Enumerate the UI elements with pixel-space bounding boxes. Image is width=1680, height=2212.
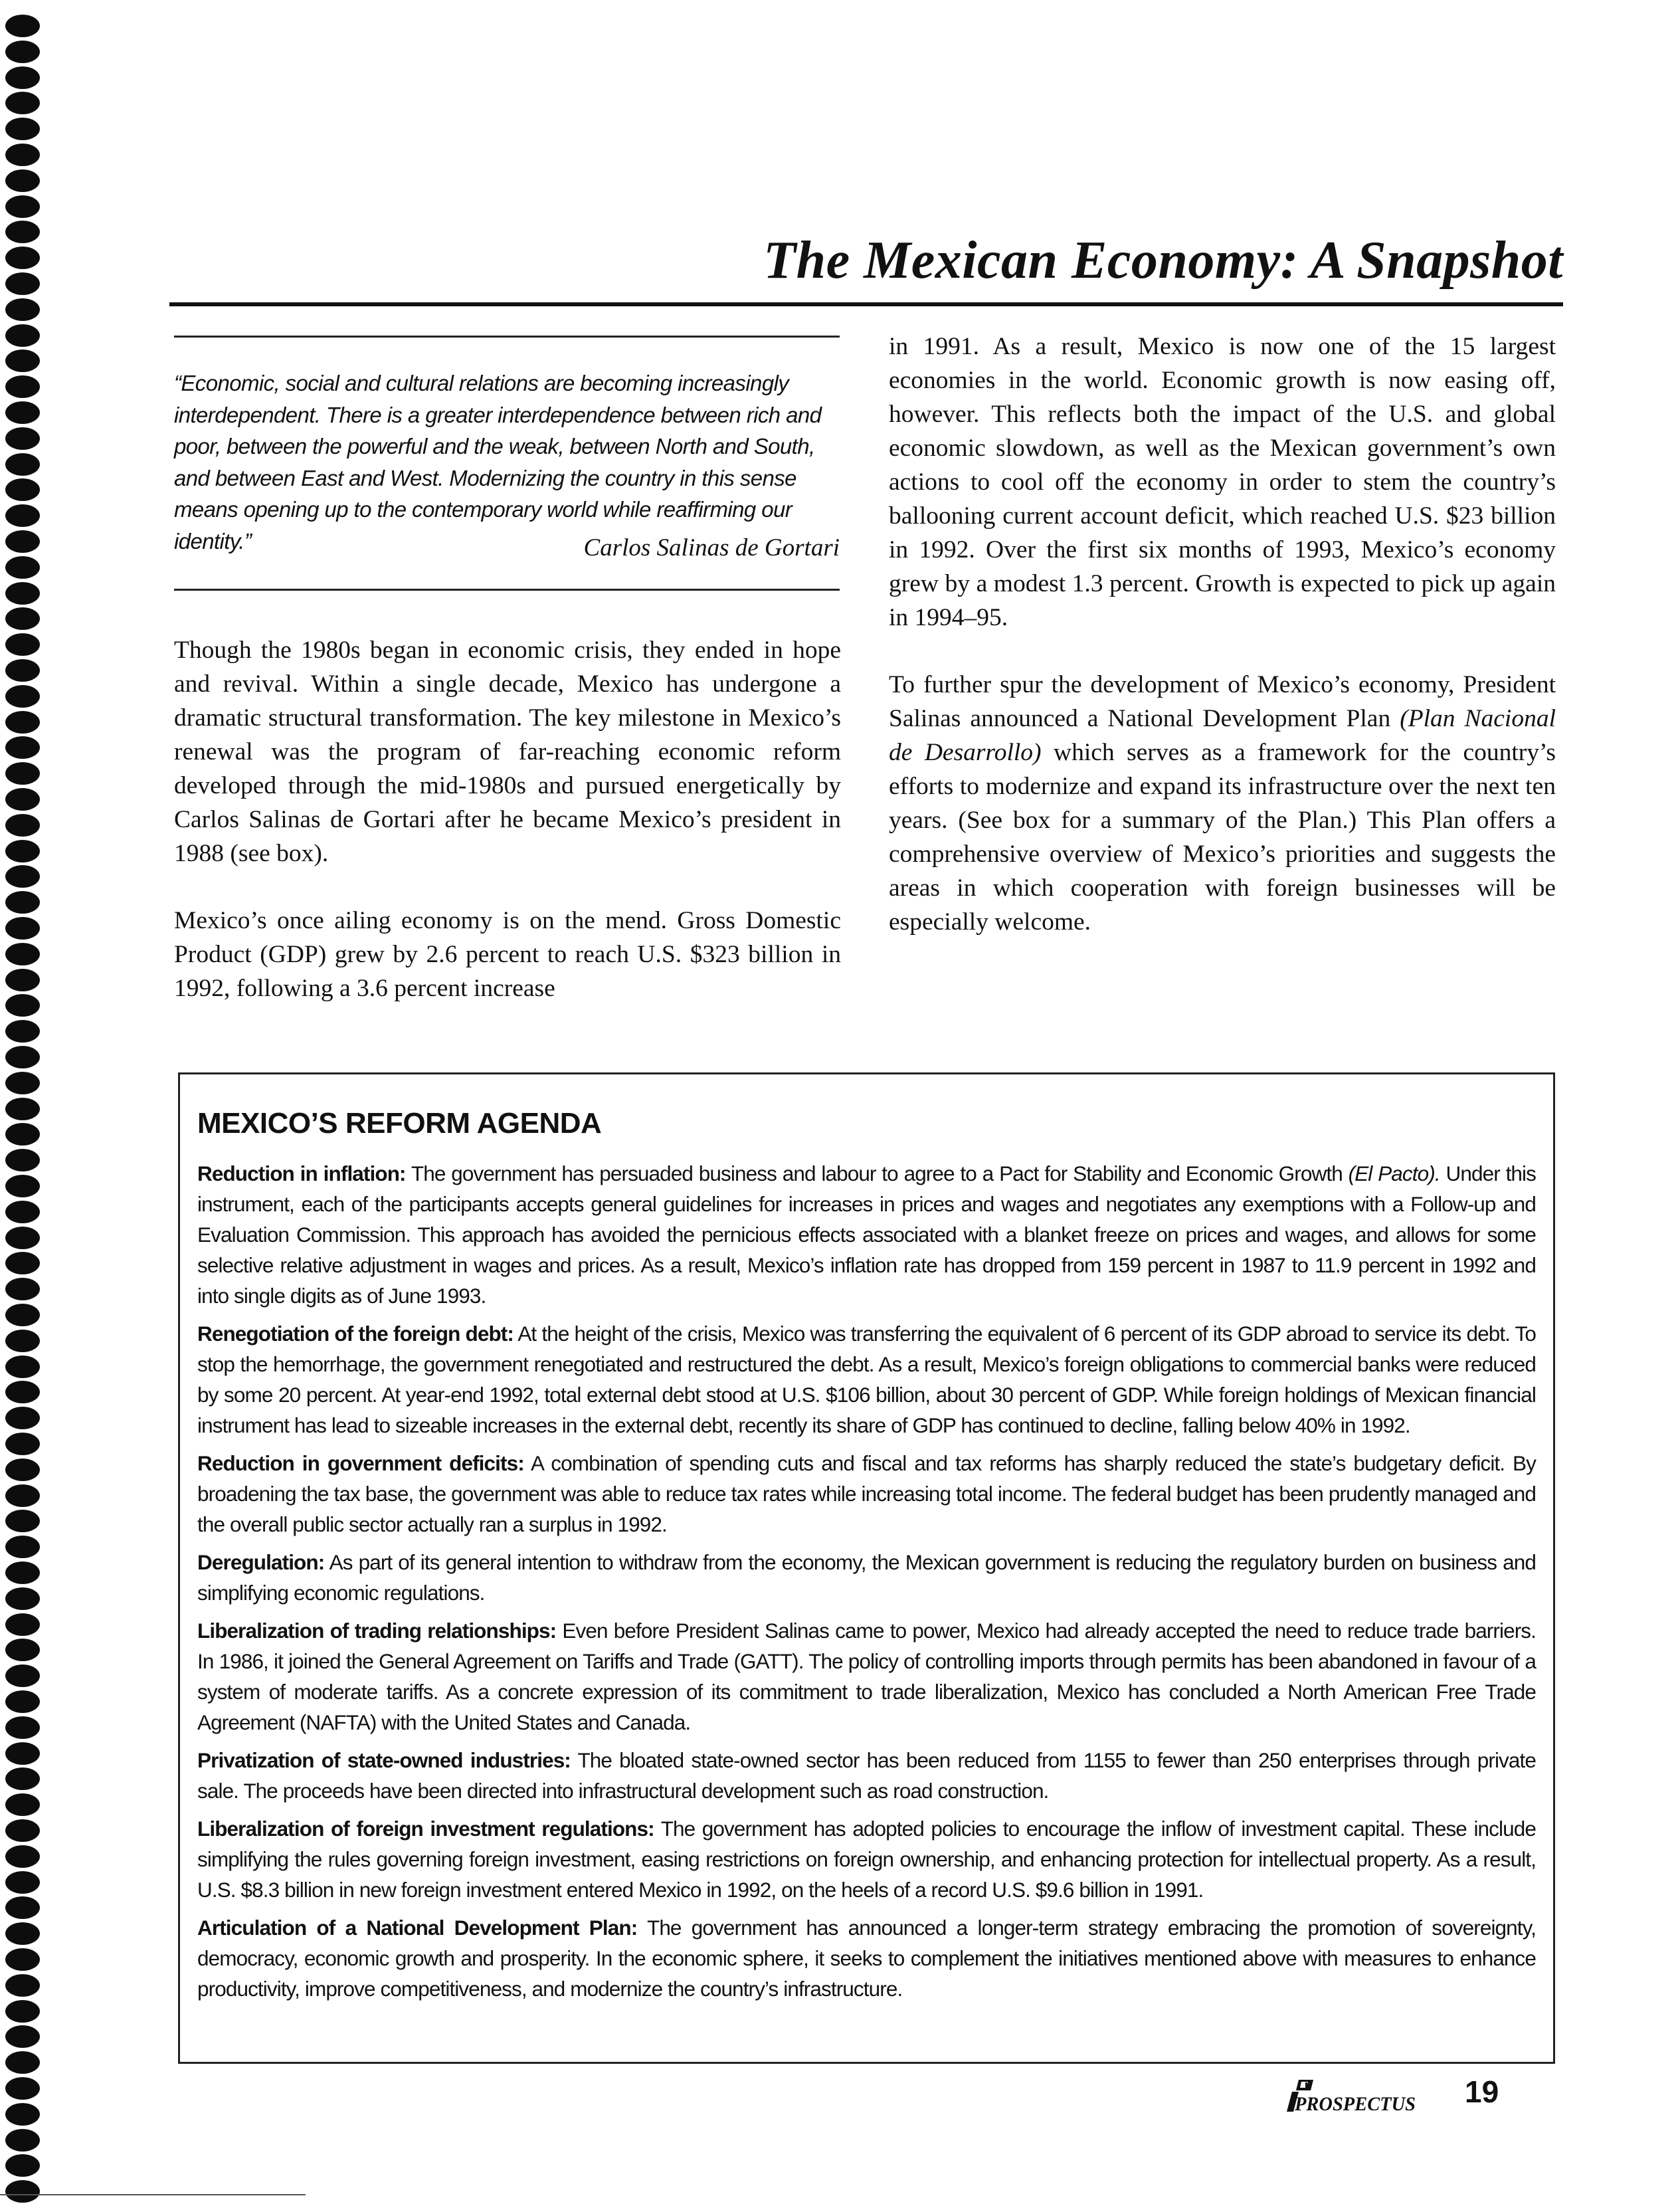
page-title: The Mexican Economy: A Snapshot <box>763 231 1563 290</box>
binding-hole <box>5 2129 40 2152</box>
binding-hole <box>5 1819 40 1842</box>
pull-quote: “Economic, social and cultural relations are becoming increasingly interdependent. There is a greater interdependence between rich and poor, between the powerful and the weak, between North and South, and between East and West. Modernizing the country in this sense means opening up to the contemporary world while reaffirming our identity.” <box>174 371 822 553</box>
agenda-item-label: Reduction in inflation: <box>197 1161 406 1185</box>
agenda-item-label: Liberalization of trading relationships: <box>197 1619 557 1643</box>
binding-hole <box>5 1407 40 1429</box>
body-paragraph: Though the 1980s began in economic crisis, they ended in hope and revival. Within a single decade, Mexico has undergone a dramatic structural transformation. The key milestone in Mexico’s renewal was the program of far-reaching economic reform developed through the mid-1980s and pursued energetically by Carlos Salinas de Gortari after he became Mexico’s president in 1988 (see box). <box>174 637 841 867</box>
agenda-item-foreign-debt <box>197 1318 1536 1441</box>
binding-hole <box>5 1252 40 1274</box>
binding-hole <box>5 2000 40 2023</box>
binding-hole <box>5 2103 40 2126</box>
agenda-item-text: At the height of the crisis, Mexico was transferring the equivalent of 6 percent of its GDP abroad to service its debt. To stop the hemorrhage, the government renegotiated and restructured the debt. As a result, Mexico’s foreign obligations to commercial banks were reduced by some 20 percent. At year-end 1992, total external debt stood at U.S. $106 billion, about 30 percent of GDP. While foreign holdings of Mexican financial instrument has lead to sizeable increases in the external debt, recently its share of GDP has continued to decline, falling below 40% in 1992. <box>197 1322 1536 1437</box>
binding-hole <box>5 891 40 914</box>
binding-hole <box>5 1201 40 1223</box>
binding-holes <box>0 0 53 2212</box>
agenda-item-text: Even before President Salinas came to power, Mexico had already accepted the need to reduce trade barriers. In 1986, it joined the General Agreement on Tariffs and Trade (GATT). The policy of controlling imports through permits has been abandoned in favour of a system of moderate tariffs. As a concrete expression of its commitment to trade liberalization, Mexico has concluded a North American Free Trade Agreement (NAFTA) with the United States and Canada. <box>197 1619 1536 1734</box>
binding-hole <box>5 1175 40 1197</box>
left-column <box>174 633 841 1039</box>
quote-author: Carlos Salinas de Gortari <box>583 534 840 561</box>
binding-hole <box>5 1149 40 1171</box>
binding-hole <box>5 736 40 759</box>
page-number: 19 <box>1465 2074 1499 2109</box>
binding-hole <box>5 1278 40 1300</box>
right-column <box>889 330 1556 972</box>
binding-hole <box>5 607 40 630</box>
title-rule <box>169 302 1563 306</box>
agenda-item-text: A combination of spending cuts and fiscal and tax reforms has sharply reduced the state’s budgetary deficit. By broadening the tax base, the government was able to reduce tax rates while increasing total income. The federal budget has been prudently managed and the overall public sector actually ran a surplus in 1992. <box>197 1451 1536 1536</box>
binding-hole <box>5 453 40 476</box>
binding-hole <box>5 92 40 114</box>
bottom-edge-line <box>0 2194 306 2195</box>
body-paragraph <box>889 668 1556 939</box>
agenda-item-text: The government has persuaded business and labour to agree to a Pact for Stability and Economic Growth <box>405 1161 1349 1185</box>
binding-hole <box>5 1948 40 1971</box>
binding-hole <box>5 1716 40 1739</box>
binding-hole <box>5 2051 40 2074</box>
agenda-item-text: The bloated state-owned sector has been reduced from 1155 to fewer than 250 enterprises through private sale. The proceeds have been directed into infrastructural development such as road construction. <box>197 1748 1536 1803</box>
agenda-item-text: The government has announced a longer-term strategy embracing the promotion of sovereignty, democracy, economic growth and prosperity. In the economic sphere, it seeks to complement the initiatives mentioned above with measures to enhance productivity, improve competitiveness, and modernize the country’s infrastructure. <box>197 1916 1537 2001</box>
binding-hole <box>5 1381 40 1403</box>
quote-bottom-rule <box>174 589 840 591</box>
agenda-item-label: Renegotiation of the foreign debt: <box>197 1322 513 1346</box>
binding-hole <box>5 917 40 940</box>
agenda-item-italic: (El Pacto). <box>1348 1161 1440 1185</box>
binding-hole <box>5 762 40 785</box>
binding-hole <box>5 1639 40 1661</box>
binding-hole <box>5 66 40 89</box>
agenda-item-label: Reduction in government deficits: <box>197 1451 524 1475</box>
agenda-item-text: As part of its general intention to withdraw from the economy, the Mexican government is reducing the regulatory burden on business and simplifying economic regulations. <box>197 1550 1536 1605</box>
binding-hole <box>5 2025 40 2048</box>
binding-hole <box>5 427 40 450</box>
binding-hole <box>5 1304 40 1326</box>
binding-hole <box>5 118 40 140</box>
binding-hole <box>5 1922 40 1945</box>
binding-hole <box>5 1484 40 1507</box>
binding-hole <box>5 1690 40 1713</box>
binding-hole <box>5 1767 40 1790</box>
agenda-item-inflation <box>197 1158 1536 1311</box>
binding-hole <box>5 478 40 501</box>
binding-hole <box>5 324 40 347</box>
binding-hole <box>5 375 40 398</box>
binding-hole <box>5 1871 40 1894</box>
binding-hole <box>5 1561 40 1584</box>
binding-hole <box>5 814 40 837</box>
binding-hole <box>5 788 40 811</box>
binding-hole <box>5 1793 40 1816</box>
quote-top-rule <box>174 336 840 338</box>
binding-hole <box>5 272 40 295</box>
binding-hole <box>5 840 40 862</box>
body-paragraph: in 1991. As a result, Mexico is now one of the 15 largest economies in the world. Economic growth is now easing off, however. This reflects both the impact of the U.S. and global economic slowdown, as well as the Mexican government’s own actions to cool off the economy in order to stem the country’s ballooning current account deficit, which reached U.S. $23 billion in 1992. Over the first six months of 1993, Mexico’s economy grew by a modest 1.3 percent. Growth is expected to pick up again in 1994–95. <box>889 333 1556 631</box>
binding-hole <box>5 1974 40 1997</box>
binding-hole <box>5 1330 40 1352</box>
binding-hole <box>5 1072 40 1094</box>
binding-hole <box>5 298 40 321</box>
binding-hole <box>5 1845 40 1868</box>
agenda-item-deregulation <box>197 1547 1536 1608</box>
binding-hole <box>5 969 40 991</box>
binding-hole <box>5 1664 40 1687</box>
binding-hole <box>5 659 40 682</box>
binding-hole <box>5 144 40 166</box>
reform-agenda-box <box>178 1072 1555 2064</box>
agenda-item-text: Under this instrument, each of the participants accepts general guidelines for increases in prices and wages and negotiates any exemptions with a Follow-up and Evaluation Commission. This approach has avoided the pernicious effects associated with a blanket freeze on prices and wages, and allows for some selective relative adjustment in wages and prices. As a result, Mexico’s inflation rate has dropped from 159 percent in 1987 to 11.9 percent in 1992 and into single digits as of June 1993. <box>197 1161 1536 1308</box>
binding-hole <box>5 41 40 63</box>
agenda-item-label: Privatization of state-owned industries: <box>197 1748 571 1772</box>
binding-hole <box>5 1227 40 1249</box>
binding-hole <box>5 169 40 192</box>
binding-hole <box>5 350 40 372</box>
paragraph-text: which serves as a framework for the country’s efforts to modernize and expand its infrastructure over the next ten years. (See box for a summary of the Plan.) This Plan offers a comprehensive overview of Mexico’s priorities and suggests the areas in which cooperation with foreign businesses will be especially welcome. <box>889 739 1556 936</box>
binding-hole <box>5 1536 40 1558</box>
paragraph-text: To further spur the development of Mexico’s economy, President Salinas announced a National Development Plan <box>889 671 1556 732</box>
agenda-item-deficits <box>197 1448 1536 1540</box>
agenda-item-development-plan <box>197 1912 1536 2004</box>
binding-hole <box>5 943 40 965</box>
binding-hole <box>5 633 40 656</box>
agenda-item-foreign-investment <box>197 1813 1536 1905</box>
binding-hole <box>5 504 40 527</box>
binding-hole <box>5 582 40 605</box>
binding-hole <box>5 1046 40 1068</box>
binding-hole <box>5 1020 40 1043</box>
binding-hole <box>5 530 40 553</box>
agenda-item-label: Articulation of a National Development Plan: <box>197 1916 638 1940</box>
binding-hole <box>5 401 40 424</box>
binding-hole <box>5 1613 40 1636</box>
binding-hole <box>5 1123 40 1146</box>
binding-hole <box>5 1742 40 1765</box>
binding-hole <box>5 1098 40 1120</box>
binding-hole <box>5 556 40 579</box>
binding-hole <box>5 1510 40 1532</box>
binding-hole <box>5 1433 40 1455</box>
binding-hole <box>5 247 40 269</box>
box-heading: MEXICO’S REFORM AGENDA <box>197 1107 602 1140</box>
binding-hole <box>5 2180 40 2203</box>
agenda-item-label: Liberalization of foreign investment regulations: <box>197 1817 654 1841</box>
prospectus-logo <box>1279 2076 1418 2116</box>
binding-hole <box>5 1458 40 1481</box>
binding-hole <box>5 685 40 708</box>
binding-hole <box>5 865 40 888</box>
binding-hole <box>5 711 40 734</box>
logo-wordmark: PROSPECTUS <box>1294 2093 1416 2115</box>
binding-hole <box>5 2077 40 2100</box>
binding-hole <box>5 15 40 37</box>
binding-hole <box>5 2154 40 2177</box>
binding-hole <box>5 195 40 218</box>
plan-name-italic: (Plan Nacional de Desarrollo) <box>889 705 1556 766</box>
agenda-item-trade <box>197 1615 1536 1738</box>
binding-hole <box>5 221 40 243</box>
binding-hole <box>5 994 40 1017</box>
binding-hole <box>5 1587 40 1610</box>
agenda-item-privatization <box>197 1745 1536 1806</box>
binding-hole <box>5 1356 40 1378</box>
agenda-item-text: The government has adopted policies to encourage the inflow of investment capital. These include simplifying the rules governing foreign investment, easing restrictions on foreign ownership, and enhancing protection for intellectual property. As a result, U.S. $8.3 billion in new foreign investment entered Mexico in 1992, on the heels of a record U.S. $9.6 billion in 1991. <box>197 1817 1536 1902</box>
agenda-item-label: Deregulation: <box>197 1550 325 1574</box>
binding-hole <box>5 1896 40 1919</box>
body-paragraph: Mexico’s once ailing economy is on the mend. Gross Domestic Product (GDP) grew by 2.6 percent to reach U.S. $323 billion in 1992, following a 3.6 percent increase <box>174 907 841 1002</box>
